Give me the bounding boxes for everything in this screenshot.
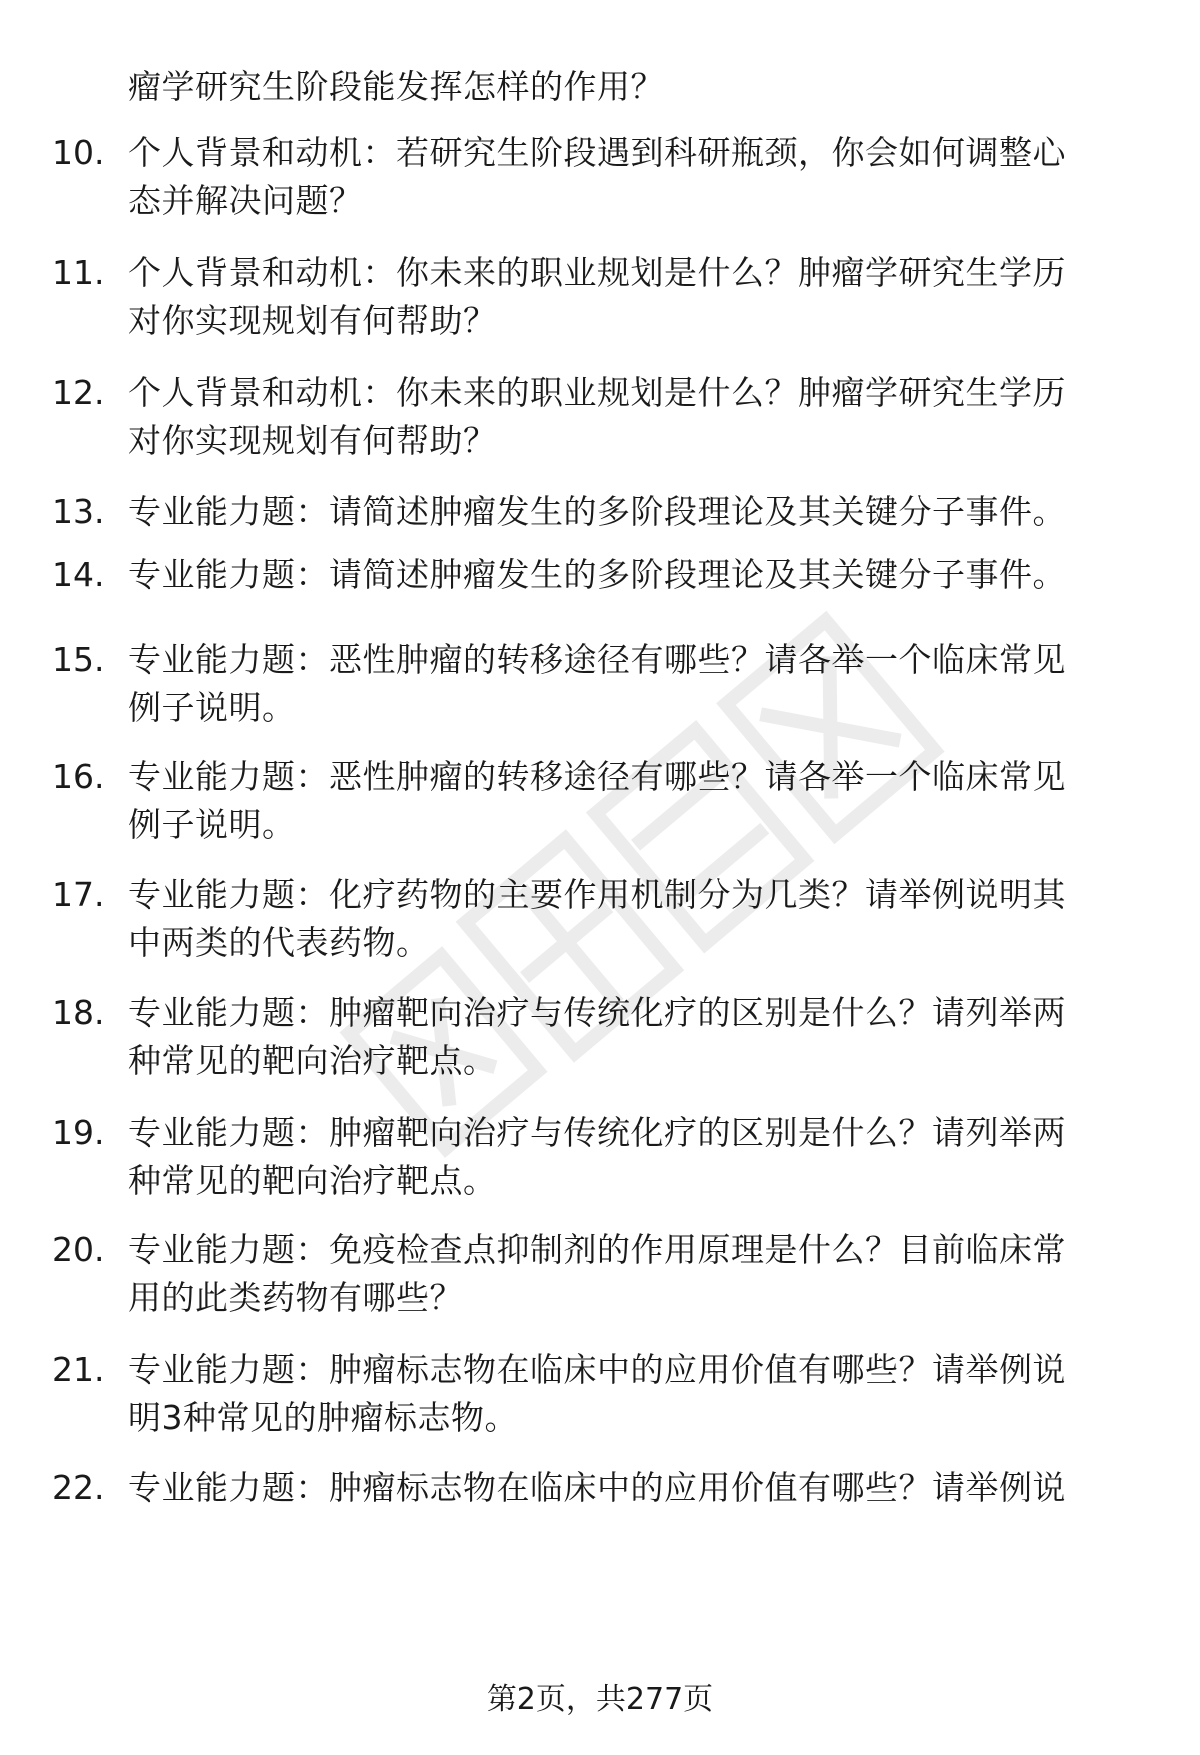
item-text-line: 专业能力题：免疫检查点抑制剂的作用原理是什么？目前临床常 — [128, 1230, 1066, 1269]
item-text-line: 专业能力题：请简述肿瘤发生的多阶段理论及其关键分子事件。 — [128, 555, 1066, 594]
item-text-line: 个人背景和动机：若研究生阶段遇到科研瓶颈，你会如何调整心 — [128, 133, 1066, 172]
item-number: 20. — [52, 1230, 105, 1269]
item-number: 13. — [52, 492, 105, 531]
item-number: 16. — [52, 757, 105, 796]
item-number: 15. — [52, 640, 105, 679]
item-text-line: 明3种常见的肿瘤标志物。 — [128, 1398, 518, 1437]
item-text-line: 专业能力题：肿瘤标志物在临床中的应用价值有哪些？请举例说 — [128, 1468, 1066, 1507]
item-number: 14. — [52, 555, 105, 594]
item-text-line: 专业能力题：肿瘤靶向治疗与传统化疗的区别是什么？请列举两 — [128, 1113, 1066, 1152]
page-footer: 第2页，共277页 — [486, 1682, 714, 1717]
item-number: 21. — [52, 1350, 105, 1389]
item-text-line: 种常见的靶向治疗靶点。 — [128, 1161, 497, 1200]
item-number: 17. — [52, 875, 105, 914]
item-number: 12. — [52, 373, 105, 412]
item-number: 11. — [52, 253, 105, 292]
item-text-line: 种常见的靶向治疗靶点。 — [128, 1041, 497, 1080]
item-text-line: 例子说明。 — [128, 688, 296, 727]
item-text-line: 专业能力题：化疗药物的主要作用机制分为几类？请举例说明其 — [128, 875, 1066, 914]
item-text-line: 中两类的代表药物。 — [128, 923, 430, 962]
item-text-line: 个人背景和动机：你未来的职业规划是什么？肿瘤学研究生学历 — [128, 373, 1066, 412]
item-text-line: 专业能力题：肿瘤靶向治疗与传统化疗的区别是什么？请列举两 — [128, 993, 1066, 1032]
item-number: 22. — [52, 1468, 105, 1507]
item-text-line: 专业能力题：恶性肿瘤的转移途径有哪些？请各举一个临床常见 — [128, 640, 1066, 679]
item-text-line: 专业能力题：请简述肿瘤发生的多阶段理论及其关键分子事件。 — [128, 492, 1066, 531]
item-text-line: 专业能力题：恶性肿瘤的转移途径有哪些？请各举一个临床常见 — [128, 757, 1066, 796]
item-text-line: 例子说明。 — [128, 805, 296, 844]
item-text-line: 个人背景和动机：你未来的职业规划是什么？肿瘤学研究生学历 — [128, 253, 1066, 292]
item-number: 10. — [52, 133, 105, 172]
continued-question-text: 瘤学研究生阶段能发挥怎样的作用？ — [128, 67, 664, 106]
item-number: 18. — [52, 993, 105, 1032]
item-text-line: 对你实现规划有何帮助？ — [128, 421, 497, 460]
item-text-line: 态并解决问题？ — [128, 181, 363, 220]
item-text-line: 专业能力题：肿瘤标志物在临床中的应用价值有哪些？请举例说 — [128, 1350, 1066, 1389]
item-text-line: 用的此类药物有哪些？ — [128, 1278, 463, 1317]
item-number: 19. — [52, 1113, 105, 1152]
item-text-line: 对你实现规划有何帮助？ — [128, 301, 497, 340]
